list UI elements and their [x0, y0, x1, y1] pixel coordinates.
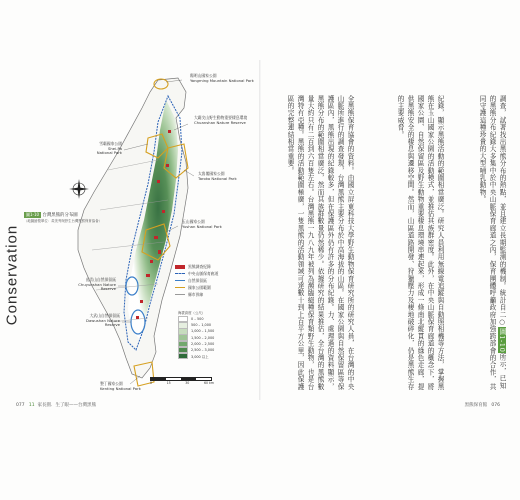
legend-row — [175, 291, 218, 298]
legend-label: 自然保留區 — [188, 277, 207, 283]
body-text: 調查，試著找出黑熊分布的熱點，並且建立長期監測的機制。統計自二○ — [498, 95, 506, 327]
legend-row — [175, 263, 218, 270]
park-name-en: Chuanshan Nature Reserve — [194, 119, 246, 125]
label-chuyunshan — [78, 278, 116, 292]
label-shei-pa — [92, 142, 122, 156]
body-text: 所示，已知的黑熊分布紀錄大多集中於中央山脈保育廊道之內，保育團體呼籲政府加強跨部會的合作，共同守護這種珍貴的大型哺乳動物。 — [478, 95, 506, 391]
running-title: 黑熊保育館 — [464, 403, 488, 408]
park-name-en: Taroko National Park — [198, 175, 237, 181]
taiwan-bear-distribution-map — [8, 60, 258, 400]
map-title-text: 台灣黑熊的分布圖 — [42, 213, 78, 218]
park-name-zh: 大武山自然保留區 — [89, 313, 120, 318]
elevation-row: 1,000 – 1,500 — [178, 328, 214, 334]
elevation-title: 海拔高度（公尺） — [178, 311, 206, 315]
label-dawushan — [80, 314, 120, 328]
chapter-number: 11 — [28, 403, 35, 408]
scale-label: 0 — [150, 381, 153, 385]
park-name-en: Dawushan Nature Reserve — [86, 317, 120, 328]
park-name-en: Kenting National Park — [100, 385, 141, 391]
scale-label: 15 — [166, 381, 171, 385]
taiwan-map-svg — [8, 60, 258, 400]
legend-label: 黑熊調查紀錄 — [188, 263, 211, 269]
page-number: 076 — [491, 403, 500, 408]
legend-line — [175, 273, 185, 274]
elevation-row: 500 – 1,000 — [178, 322, 214, 328]
label-taroko — [198, 172, 237, 181]
figure-tag: 圖1-10 — [26, 212, 40, 217]
running-title: 家長園．生了眼——台灣黑熊 — [37, 403, 96, 408]
folio-left — [16, 402, 96, 408]
legend-label: 中央山脈保育廊道 — [188, 270, 219, 276]
elevation-row: 2,500 – 3,000 — [178, 347, 214, 353]
section-word-text: Conservation — [3, 224, 21, 326]
compass-icon — [68, 178, 90, 200]
label-chuanshan — [194, 116, 247, 125]
park-name-zh: 玉山國家公園 — [182, 219, 205, 224]
park-name-en: Shei-Pa National Park — [96, 145, 122, 156]
park-name-zh: 陽明山國家公園 — [190, 73, 217, 78]
park-name-zh: 太魯閣國家公園 — [198, 171, 225, 176]
park-name-zh: 雪霸國家公園 — [99, 141, 122, 146]
elevation-legend — [178, 310, 214, 359]
map-legend — [175, 263, 218, 298]
label-kenting — [100, 382, 141, 391]
legend-row — [175, 270, 218, 277]
park-name-zh: 出雲山自然保留區 — [85, 277, 116, 282]
legend-row — [175, 284, 218, 291]
park-name-en: Yushan National Park — [182, 223, 222, 229]
label-yangmingshan — [190, 74, 254, 83]
scale-label: 60 km — [203, 381, 214, 385]
park-name-en: Chuyunshan Nature Reserve — [78, 281, 116, 292]
legend-row — [175, 277, 218, 284]
park-name-en: Yangming Mountain National Park — [190, 77, 254, 83]
book-gutter — [259, 60, 261, 400]
legend-label: 縣市界線 — [188, 291, 204, 297]
legend-line — [175, 294, 185, 295]
elevation-row: 1,500 – 2,000 — [178, 335, 214, 341]
label-yushan — [182, 220, 222, 229]
body-text-column — [452, 95, 507, 395]
elevation-row: 2,000 – 2,500 — [178, 341, 214, 347]
figure-reference-tag: 圖1-10 — [498, 327, 506, 353]
section-word — [0, 210, 24, 340]
legend-line — [175, 287, 185, 288]
folio-right — [465, 402, 500, 408]
body-text-column: 全黑熊保育協會的資料。由國立屏東科技大學野生動物保育研究所的研究人員，在台灣的中央山脈所進行的調查發現，台灣黑熊主要分布於中高海拔的山區。在國家公園與自然保留區等保護區內，黑熊出現的紀錄較多，但在保護區外仍有許多的分布紀錄。力、處理過的資料顯示，黑熊分布的範圍相當廣泛，然而其族群數量仍然稀少。依據研究的結果推估，全台灣的黑熊數量大約只有二百到六百隻左右。台灣黑熊一九八九年被列為瀕臨絕種保育類野生動物，也是台灣特有亞種。黑熊的活動範圍極廣，一隻黑熊的活動領域可達數十到上百平方公里，因此保護區的完整連結相當重要。 — [286, 95, 354, 391]
park-name-zh: 大霸尖山野生動物重要棲息環境 — [194, 115, 248, 120]
legend-line — [175, 280, 185, 281]
legend-label: 國家公園範圍 — [188, 284, 211, 290]
map-title — [24, 212, 102, 225]
park-name-zh: 墾丁國家公園 — [100, 381, 123, 386]
page-number: 077 — [16, 403, 25, 408]
elevation-row: 0 – 500 — [178, 316, 214, 322]
scale-bar — [150, 377, 214, 385]
legend-swatch — [175, 265, 185, 269]
map-subtitle: （地圖繪製單位：黃美秀與野生台灣黑熊保育協會） — [24, 219, 102, 224]
elevation-row: 3,000 以上 — [178, 353, 214, 359]
body-text-column: 紀錄，顯示黑熊活動的範圍相當廣泛。研究人員利用無線電追蹤與自動照相機等方法，掌握黑熊在玉山國家公園的活動模式，並推估其族群密度。此外，在中央山脈保育廊道的概念下，將國家公園、自然保留區及野生動物重要棲息環境串連起來，形成一條南北縱貫的綠色走廊，提供黑熊安全的棲息與遷移空間。然而，山區道路開發、狩獵壓力及棲地破碎化，仍是黑熊生存的主要威脅。 — [396, 95, 444, 391]
scale-label: 30 — [185, 381, 190, 385]
